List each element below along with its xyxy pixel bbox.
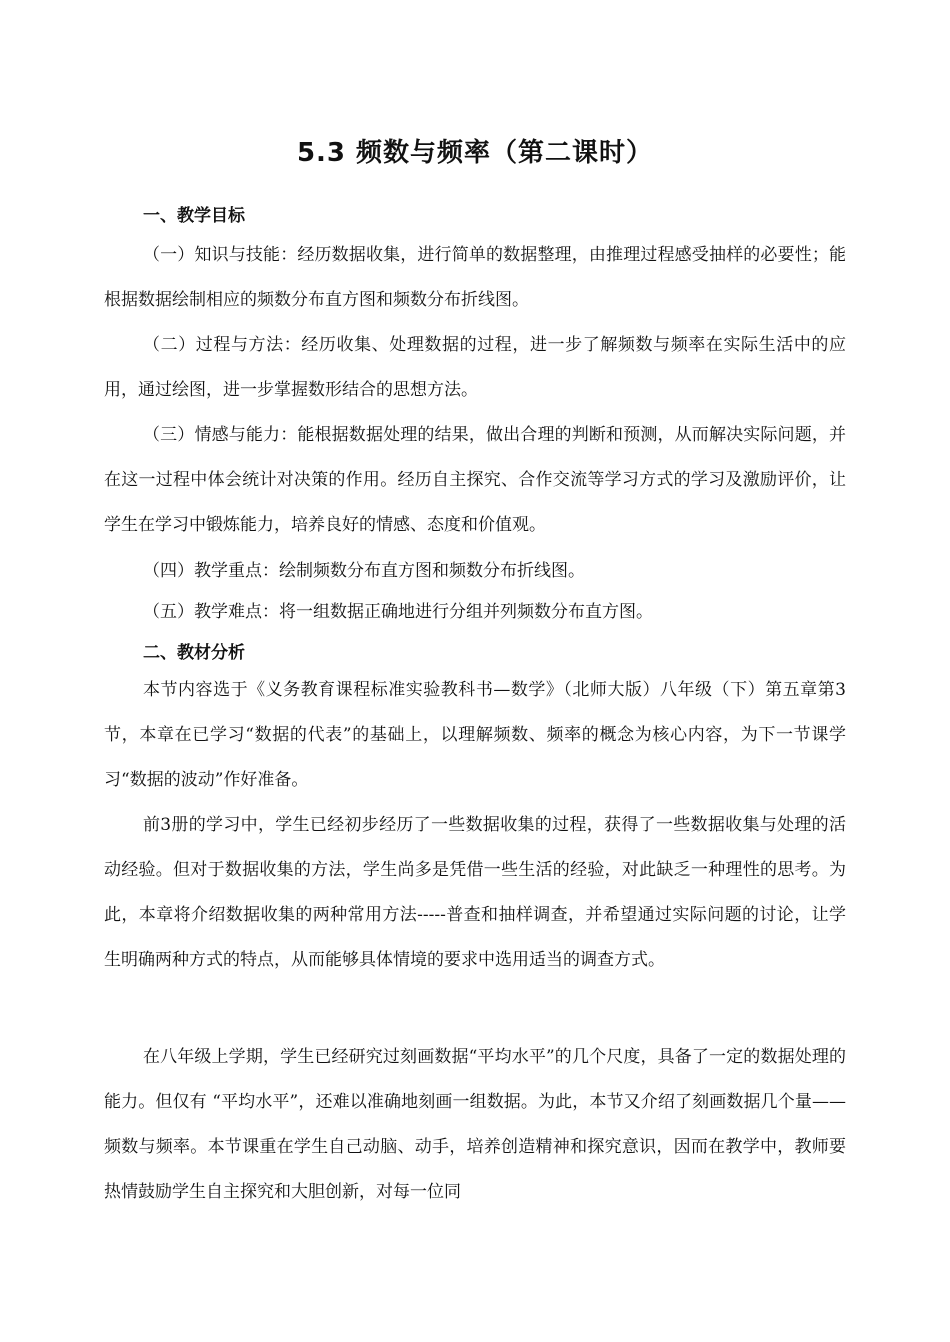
- paragraph-lesson-focus: 在八年级上学期，学生已经研究过刻画数据“平均水平”的几个尺度，具备了一定的数据处理的能力。但仅有 “平均水平”，还难以准确地刻画一组数据。为此，本节又介绍了刻画数据几个量——频数与频率。本节课重在学生自己动脑、动手，培养创造精神和探究意识，因而在教学中，教师要热情鼓励学生自主探究和大胆创新，对每一位同: [104, 1047, 846, 1202]
- section-heading-analysis: 二、教材分析: [143, 643, 245, 663]
- document-title: 5.3 频数与频率（第二课时）: [296, 138, 654, 168]
- paragraph-emotion-ability: （三）情感与能力：能根据数据处理的结果，做出合理的判断和预测，从而解决实际问题，并在这一过程中体会统计对决策的作用。经历自主探究、合作交流等学习方式的学习及激励评价，让学生在学习中锻炼能力，培养良好的情感、态度和价值观。: [104, 425, 846, 535]
- section-heading-objectives: 一、教学目标: [143, 206, 245, 226]
- paragraph-key-point: （四）教学重点：绘制频数分布直方图和频数分布折线图。: [143, 561, 585, 581]
- paragraph-difficulty: （五）教学难点：将一组数据正确地进行分组并列频数分布直方图。: [143, 602, 653, 622]
- paragraph-prior-learning: 前3册的学习中，学生已经初步经历了一些数据收集的过程，获得了一些数据收集与处理的活动经验。但对于数据收集的方法，学生尚多是凭借一些生活的经验，对此缺乏一种理性的思考。为此，本章将介绍数据收集的两种常用方法-----普查和抽样调查，并希望通过实际问题的讨论，让学生明确两种方式的特点，从而能够具体情境的要求中选用适当的调查方式。: [104, 815, 846, 970]
- paragraph-textbook-source: 本节内容选于《义务教育课程标准实验教科书—数学》（北师大版）八年级（下）第五章第3节，本章在已学习“数据的代表”的基础上，以理解频数、频率的概念为核心内容，为下一节课学习“数据的波动”作好准备。: [104, 680, 846, 790]
- paragraph-process-methods: （二）过程与方法：经历收集、处理数据的过程，进一步了解频数与频率在实际生活中的应用，通过绘图，进一步掌握数形结合的思想方法。: [104, 335, 846, 400]
- paragraph-knowledge-skills: （一）知识与技能：经历数据收集，进行简单的数据整理，由推理过程感受抽样的必要性；能根据数据绘制相应的频数分布直方图和频数分布折线图。: [104, 245, 846, 310]
